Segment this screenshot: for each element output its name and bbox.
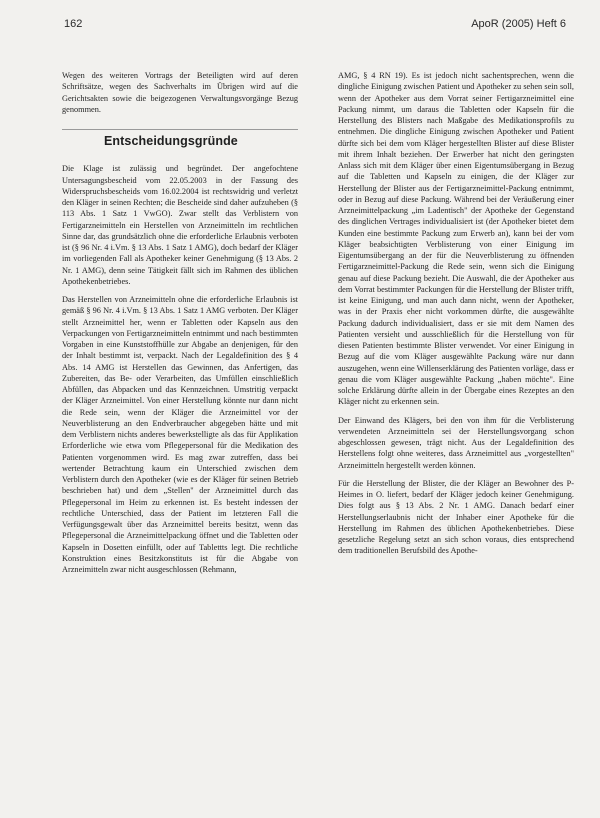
left-column	[62, 70, 298, 582]
right-paragraph-3: Für die Herstellung der Blister, die der Kläger an Bewohner des P-Heimes in O. liefert, bedarf der Kläger jedoch keiner Genehmigung. Dies folgt aus § 13 Abs. 2 Nr. 1 AMG. Danach bedarf einer Herstellungserlaubnis nicht der Inhaber einer Apotheke für die Herstellung im Rahmen des üblichen Apothekenbetriebes. Diese gesetzliche Regelung setzt an sich schon voraus, dies entsprechend dem traditionellen Berufsbild des Apothe-	[338, 478, 574, 556]
intro-paragraph: Wegen des weiteren Vortrags der Beteiligten wird auf deren Schriftsätze, wegen des Sachverhalts im Übrigen wird auf die Gerichtsakten sowie die beigezogenen Verwaltungsvorgänge Bezug genommen.	[62, 71, 298, 114]
page-number: 162	[64, 18, 83, 30]
left-paragraph-2: Das Herstellen von Arzneimitteln ohne die erforderliche Erlaubnis ist gemäß § 96 Nr. 4 i.Vm. § 13 Abs. 1 Satz 1 AMG verboten. Der Kläger stellt Arzneimittel her, wenn er Tabletten oder Kapseln aus den Verpackungen von Fertigarzneimitteln entnimmt und nach bestimmten Vorgaben in eine Kunststoffhülle zur Abgabe an denjenigen, für den der Inhalt bestimmt ist, verpackt. Nach der Legaldefinition des § 4 Abs. 14 AMG ist Herstellen das Gewinnen, das Anfertigen, das Zubereiten, das Be- oder Verarbeiten, das Umfüllen einschließlich Abfüllen, das Abpacken und das Kennzeichnen. Umstritig verpackt der Kläger Arzneimittel. Von einer Herstellung könnte nur dann nicht die Rede sein, wenn der Kläger die Arzneimittel vor der Neuverblisterung an den Endverbraucher abgegeben hätte und mit dem Verblistern nichts anderes bewerkstelligte als das für Applikation Erforderliche wie etwa vom Pflegepersonal für die Medikation des Patienten vorgenommen wird. Es mag zwar zutreffen, dass bei wertender Betrachtung kaum ein Unterschied zwischen dem Verblistern durch den Apotheker (wie es der Kläger für seinen Betrieb beschrieben hat) und dem „Stellen" der Arzneimittel durch das Pflegepersonal im Heim zu erkennen ist. Es besteht indessen der rechtliche Unterschied, dass der Patient im letzteren Fall die Verfügungsgewalt über das Arzneimittel bereits besitzt, wenn das Pflegepersonal die Arzneimittelpackung öffnet und die Tabletten oder Kapseln in Dosetten einfüllt, oder auf Tablettts legt. Die rechtliche Konstruktion eines Besitzkonstituts ist für die Abgabe von Arzneimitteln zwar nicht ausgeschlossen (Rehmann,	[62, 295, 298, 574]
right-paragraph-1: AMG, § 4 RN 19). Es ist jedoch nicht sachentsprechen, wenn die dingliche Einigung zwischen Patient und Apotheker zu sehen sein soll, wenn der Apotheker aus dem Vorrat seiner Fertigarzneimittel eine Packung nimmt, um daraus die Tabletten oder Kapseln für die Herstellung des Blisters nach Maßgabe des Medikationsprofils zu entnehmen. Die dingliche Einigung zwischen Apotheker und Patient dürfte sich bei dem vom Kläger hergestellten Blister auf diese Blister mit ihrem Inhalt beziehen. Der Erwerber hat nicht den geringsten Anlass sich mit dem Kläger über einen Eigentumsübergang in Bezug auf die Tabletten und Kapseln zu einigen, die der Kläger zur Herstellung der Blister aus der Fertigarzneimittel-Packung entnimmt, oder in Bezug auf diese Packung. Während bei der Veräußerung einer Arzneimittelpackung „im Ladentisch" der Apotheke der Gegenstand des dinglichen Vertrages individualisiert ist (der Apotheker bietet dem Kunden eine bestimmte Packung zum Erwerb an), kann bei der vom Kläger beabsichtigten Verblisterung von einer Einigung im Eigentumsübergang an der für die Neuverblisterung zu öffnenden Fertigarzneimittel-Packung die Rede sein, wenn sich die Einigung genau auf diese Packung bezieht. Die Auswahl, die der Apotheker aus dem Vorrat bestimmter Packungen für die Herstellung der Blister trifft, ist keine Einigung, und man auch dann nicht, wenn der Apotheker, was in der Praxis eher nicht vorkommen dürfte, die ausgewählte Packung dadurch individualisiert, dass er sie mit dem Namen des Patienten versieht und ausschließlich für die Herstellung von für diesen Patienten bestimmte Blister verwendet. Vor einer Einigung in Bezug auf die vom Kläger ausgewählte Packung wäre nur dann auszugehen, wenn eine Willenserklärung des Patienten vorläge, dass er genau die vom Kläger ausgewählte Packung „haben möchte". Eine solche Erklärung dürfte allein in der Übergabe eines Rezeptes an den Kläger nicht zu erkennen sein.	[338, 71, 574, 407]
page-header	[64, 14, 566, 36]
section-heading: Entscheidungsgründe	[62, 129, 298, 147]
journal-reference: ApoR (2005) Heft 6	[471, 18, 566, 30]
right-paragraph-2: Der Einwand des Klägers, bei den von ihm für die Verblisterung verwendeten Arzneimitteln sei der Herstellungsvorgang schon abgeschlossen gewesen, trägt nicht. Aus der Legaldefinition des Herstellens folgt ohne weiteres, dass Arzneimittel aus „vorgestellten" Arzneimitteln hergestellt werden können.	[338, 415, 574, 470]
right-column	[338, 70, 574, 564]
left-paragraph-1: Die Klage ist zulässig und begründet. Der angefochtene Untersagungsbescheid vom 22.05.2003 in der Fassung des Widerspruchsbescheids vom 16.02.2004 ist rechtswidrig und verletzt den Kläger in seinen Rechten; die Bescheide sind daher aufzuheben (§ 113 Abs. 1 Satz 1 VwGO). Zwar stellt das Verblistern von Fertigarzneimitteln ein Herstellen von Arzneimitteln im rechtlichen Sinne dar, das grundsätzlich ohne die erforderliche Erlaubnis verboten ist (§ 96 Nr. 4 i.Vm. § 13 Abs. 1 Satz 1 AMG), doch bedarf der Kläger im vorliegenden Fall als Apotheker keiner Genehmigung (§ 13 Abs. 2 Nr. 1 AMG), denn seine Tätigkeit fällt sich im Rahmen des üblichen Apothekenbetriebes.	[62, 164, 298, 286]
